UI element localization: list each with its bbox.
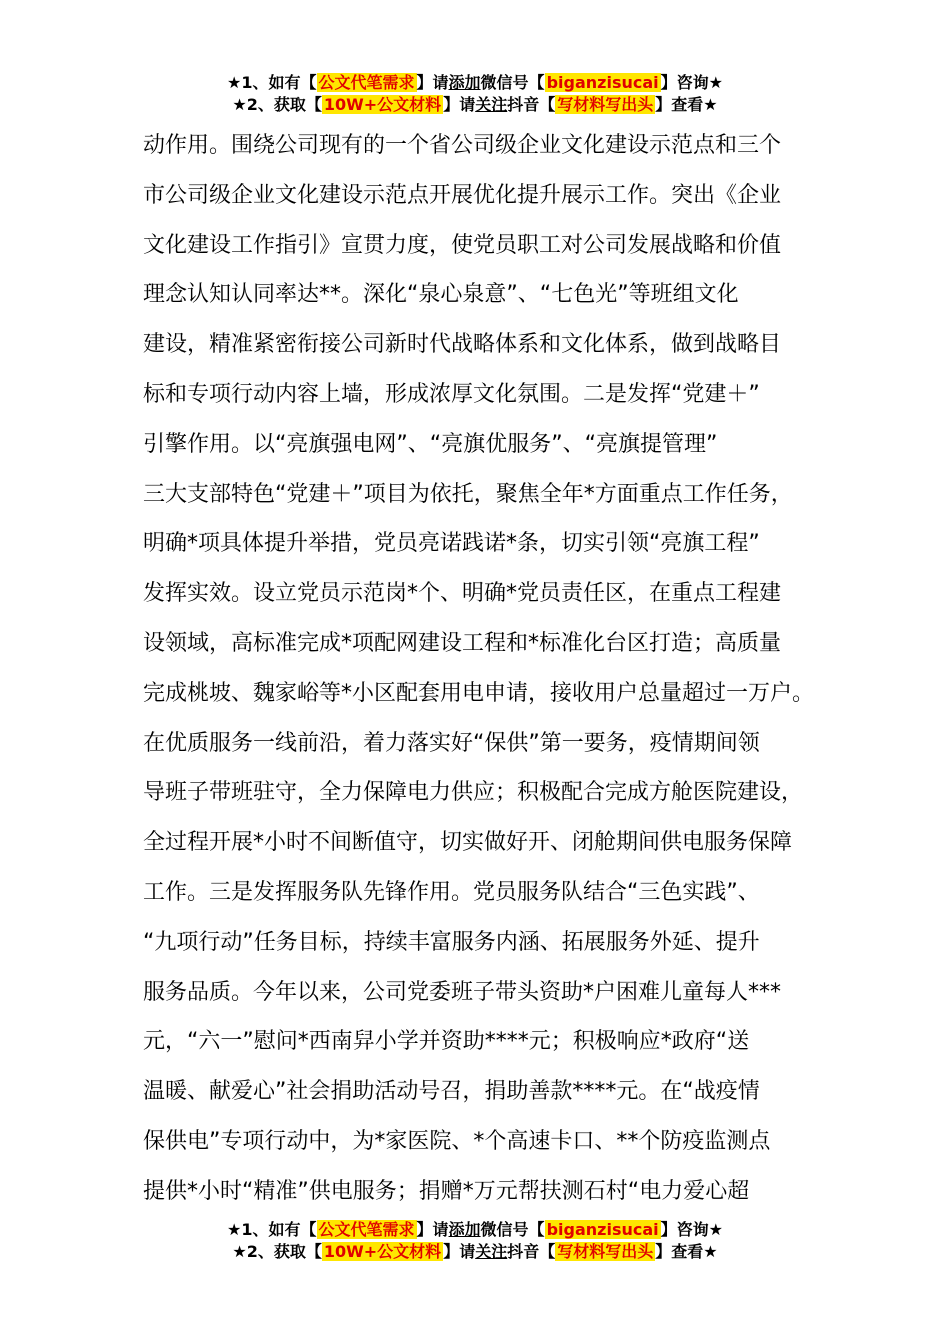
highlight-service: 公文代笔需求 xyxy=(318,1220,415,1239)
body-line: 完成桃坡、魏家峪等*小区配套用电申请，接收用户总量超过一万户。 xyxy=(143,680,815,706)
highlight-wechat-id: biganzisucai xyxy=(546,73,659,92)
body-line: 温暖、献爱心”社会捐助活动号召，捐助善款****元。在“战疫情 xyxy=(143,1079,760,1105)
header-banner xyxy=(0,72,950,116)
body-line: 引擎作用。以“亮旗强电网”、“亮旗优服务”、“亮旗提管理” xyxy=(143,431,718,457)
body-line: 服务品质。今年以来，公司党委班子带头资助*户困难儿童每人*** xyxy=(143,979,782,1005)
body-line: 设领域，高标准完成*项配网建设工程和*标准化台区打造；高质量 xyxy=(143,630,782,656)
banner-line-1: ★1、如有【 公文代笔需求 】请添加微信号【 biganzisucai 】咨询★ xyxy=(227,73,723,92)
body-line: 明确*项具体提升举措，党员亮诺践诺*条，切实引领“亮旗工程” xyxy=(143,531,760,557)
body-line: 提供*小时“精准”供电服务；捐赠*万元帮扶测石村“电力爱心超 xyxy=(143,1178,750,1204)
highlight-douyin: 写材料写出头 xyxy=(557,95,654,114)
body-line: 导班子带班驻守，全力保障电力供应；积极配合完成方舱医院建设， xyxy=(143,780,804,806)
body-line: 在优质服务一线前沿，着力落实好“保供”第一要务，疫情期间领 xyxy=(143,730,760,756)
body-line: 市公司级企业文化建设示范点开展优化提升展示工作。突出《企业 xyxy=(143,182,782,208)
banner-line-2: ★2、获取【 10W+公文材料 】请关注抖音【 写材料写出头 】查看★ xyxy=(232,95,718,114)
highlight-service: 公文代笔需求 xyxy=(318,73,415,92)
highlight-douyin: 写材料写出头 xyxy=(557,1242,654,1261)
highlight-materials: 10W+公文材料 xyxy=(323,1242,442,1261)
banner-line-1: ★1、如有【 公文代笔需求 】请添加微信号【 biganzisucai 】咨询★ xyxy=(227,1220,723,1239)
document-body xyxy=(143,121,833,1217)
body-line: 文化建设工作指引》宣贯力度，使党员职工对公司发展战略和价值 xyxy=(143,232,782,258)
body-line: 标和专项行动内容上墙，形成浓厚文化氛围。二是发挥“党建＋” xyxy=(143,381,760,407)
body-line: 保供电”专项行动中，为*家医院、*个高速卡口、**个防疫监测点 xyxy=(143,1128,771,1154)
body-line: 元，“六一”慰问*西南舁小学并资助****元；积极响应*政府“送 xyxy=(143,1029,750,1055)
banner-line-2: ★2、获取【 10W+公文材料 】请关注抖音【 写材料写出头 】查看★ xyxy=(232,1242,718,1261)
body-line: 建设，精准紧密衔接公司新时代战略体系和文化体系，做到战略目 xyxy=(143,332,782,358)
highlight-materials: 10W+公文材料 xyxy=(323,95,442,114)
body-line: 全过程开展*小时不间断值守，切实做好开、闭舱期间供电服务保障 xyxy=(143,830,793,856)
body-line: 动作用。围绕公司现有的一个省公司级企业文化建设示范点和三个 xyxy=(143,133,782,158)
body-line: 三大支部特色“党建＋”项目为依托，聚焦全年*方面重点工作任务， xyxy=(143,481,793,507)
footer-banner xyxy=(0,1219,950,1263)
body-line: 工作。三是发挥服务队先锋作用。党员服务队结合“三色实践”、 xyxy=(143,879,760,905)
body-line: 理念认知认同率达**。深化“泉心泉意”、“七色光”等班组文化 xyxy=(143,282,739,308)
highlight-wechat-id: biganzisucai xyxy=(546,1220,659,1239)
body-line: 发挥实效。设立党员示范岗*个、明确*党员责任区，在重点工程建 xyxy=(143,581,782,607)
body-line: “九项行动”任务目标，持续丰富服务内涵、拓展服务外延、提升 xyxy=(143,929,760,955)
